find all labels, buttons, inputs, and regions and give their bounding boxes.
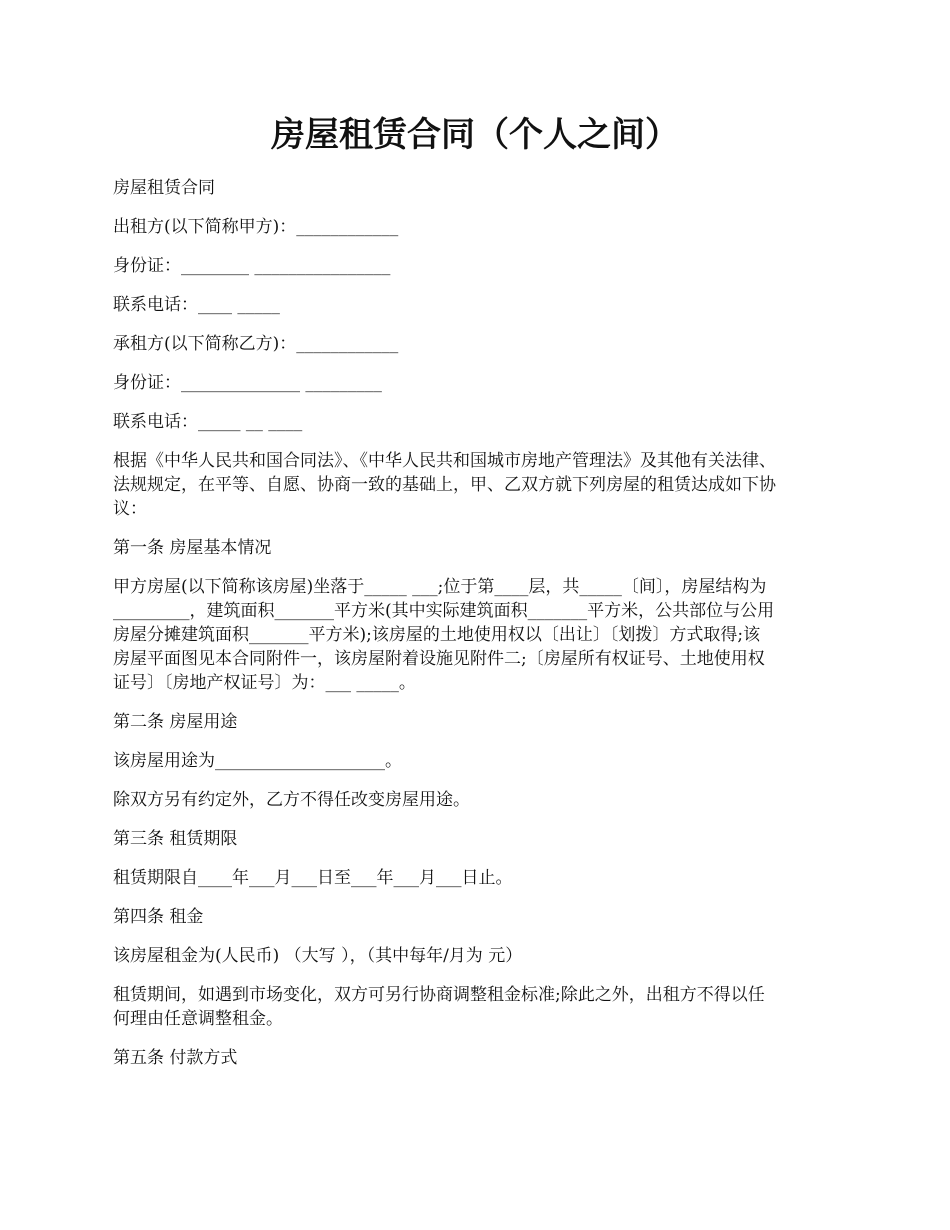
text-line: 第三条 租赁期限 (113, 829, 238, 849)
text-line: 第五条 付款方式 (113, 1048, 238, 1068)
text-line: 根据《中华人民共和国合同法》、《中华人民共和国城市房地产管理法》及其他有关法律、 (113, 451, 776, 471)
lessor-line (113, 215, 873, 239)
lessor-phone-line (113, 293, 873, 317)
document-title: 房屋租赁合同（个人之间） (271, 115, 679, 155)
article-1-body (113, 575, 873, 695)
text-line: 身份证：________ ________________ (113, 256, 391, 276)
text-line: 租赁期限自____年___月___日至___年___月___日止。 (113, 868, 513, 888)
text-line: 联系电话：____ _____ (113, 295, 280, 315)
article-3-heading (113, 827, 873, 851)
text-line: 证号〕〔房地产权证号〕为：___ _____。 (113, 673, 416, 693)
lessee-line (113, 332, 873, 356)
article-1-heading (113, 536, 873, 560)
article-2-body-2 (113, 788, 873, 812)
lessee-id-line (113, 371, 873, 395)
article-3-body (113, 866, 873, 890)
article-4-body-2 (113, 983, 873, 1031)
article-4-body-1 (113, 944, 873, 968)
text-line: 甲方房屋(以下简称该房屋)坐落于_____ ___;位于第____层，共_____〔间〕，房屋结构为 (113, 577, 767, 597)
text-line: 该房屋租金为(人民币) （大写 ），（其中每年/月为 元） (113, 946, 523, 966)
article-4-heading (113, 905, 873, 929)
text-line: 第一条 房屋基本情况 (113, 538, 272, 558)
document-body (113, 176, 873, 1085)
text-line: 房屋平面图见本合同附件一，该房屋附着设施见附件二;〔房屋所有权证号、土地使用权 (113, 649, 765, 669)
text-line: 出租方(以下简称甲方)：____________ (113, 217, 399, 237)
preamble (113, 449, 873, 521)
lessor-id-line (113, 254, 873, 278)
text-line: _________，建筑面积_______平方米(其中实际建筑面积_______平方米，公共部位与公用 (113, 601, 775, 621)
text-line: 联系电话：_____ __ ____ (113, 412, 303, 432)
article-2-body-1 (113, 749, 873, 773)
text-line: 第二条 房屋用途 (113, 712, 238, 732)
text-line: 何理由任意调整租金。 (113, 1009, 283, 1029)
text-line: 议： (113, 499, 147, 519)
text-line: 租赁期间，如遇到市场变化，双方可另行协商调整租金标准;除此之外，出租方不得以任 (113, 985, 765, 1005)
subtitle (113, 176, 873, 200)
text-line: 第四条 租金 (113, 907, 204, 927)
text-line: 该房屋用途为____________________。 (113, 751, 402, 771)
article-2-heading (113, 710, 873, 734)
text-line: 身份证：______________ _________ (113, 373, 382, 393)
text-line: 承租方(以下简称乙方)：____________ (113, 334, 399, 354)
article-5-heading (113, 1046, 873, 1070)
lessee-phone-line (113, 410, 873, 434)
text-line: 除双方另有约定外，乙方不得任改变房屋用途。 (113, 790, 470, 810)
text-line: 法规规定，在平等、自愿、协商一致的基础上，甲、乙双方就下列房屋的租赁达成如下协 (113, 475, 776, 495)
text-line: 房屋租赁合同 (113, 178, 215, 198)
text-line: 房屋分摊建筑面积_______平方米);该房屋的土地使用权以〔出让〕〔划拨〕方式取得;该 (113, 625, 761, 645)
